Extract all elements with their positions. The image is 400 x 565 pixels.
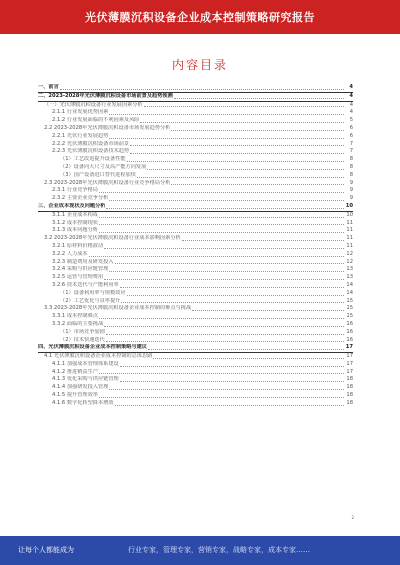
toc-entry-text: （1）设备利用率与规模效应 bbox=[60, 289, 126, 296]
toc-entry-page: 4 bbox=[349, 101, 353, 108]
toc-entry-text: 2.3.2 主要企业竞争分析 bbox=[52, 195, 109, 202]
toc-leader-dots bbox=[148, 349, 344, 350]
page-number: 2 bbox=[351, 515, 354, 520]
toc-entry-page: 13 bbox=[346, 266, 353, 273]
toc-leader-dots bbox=[109, 138, 344, 139]
toc-entry-page: 11 bbox=[346, 219, 353, 226]
toc-leader-dots bbox=[140, 122, 344, 123]
toc-entry-page: 13 bbox=[346, 274, 353, 281]
toc-entry[interactable] bbox=[38, 203, 353, 212]
toc-entry[interactable] bbox=[38, 235, 353, 243]
toc-leader-dots bbox=[120, 381, 344, 382]
toc-entry[interactable] bbox=[38, 125, 353, 133]
toc-heading: 内容目录 bbox=[171, 58, 228, 72]
footer-slogan: 让每个人都能成为 bbox=[18, 546, 74, 554]
toc-leader-dots bbox=[109, 200, 344, 201]
toc-entry[interactable] bbox=[38, 141, 353, 149]
toc-entry-text: 3.2.1 原材料价格波动 bbox=[52, 242, 104, 249]
toc-entry[interactable] bbox=[38, 93, 353, 102]
toc-entry-text: 3.3.1 成本控制难点 bbox=[52, 313, 98, 320]
toc-entry[interactable] bbox=[38, 384, 353, 392]
toc-entry-page: 18 bbox=[346, 376, 353, 383]
toc-entry-text: 2.2.3 光伏薄膜沉积设备技术趋势 bbox=[52, 148, 130, 155]
toc-entry[interactable] bbox=[38, 220, 353, 228]
toc-entry-page: 18 bbox=[346, 399, 353, 406]
toc-entry[interactable] bbox=[38, 298, 353, 306]
toc-entry[interactable] bbox=[38, 84, 353, 93]
footer-banner bbox=[0, 536, 400, 565]
toc-entry-page: 16 bbox=[346, 320, 353, 327]
toc-entry[interactable] bbox=[38, 321, 353, 329]
toc-entry[interactable] bbox=[38, 290, 353, 298]
toc-leader-dots bbox=[130, 153, 344, 154]
toc-entry-text: （1）工艺改进提升设备性能 bbox=[60, 156, 126, 163]
toc-entry[interactable] bbox=[38, 337, 353, 345]
toc-leader-dots bbox=[60, 89, 344, 90]
toc-leader-dots bbox=[106, 334, 344, 335]
toc-leader-dots bbox=[121, 302, 344, 303]
toc-entry-text: （2）技术快速迭代 bbox=[60, 336, 105, 343]
toc-entry-page: 4 bbox=[349, 84, 353, 90]
toc-entry-text: 二、2023-2028年光伏薄膜沉积设备市场前景及趋势预测 bbox=[38, 92, 173, 99]
toc-entry[interactable] bbox=[38, 227, 353, 235]
toc-entry[interactable] bbox=[38, 117, 353, 125]
toc-entry-page: 7 bbox=[349, 148, 353, 155]
toc-entry-text: 4.1.6 数字化转型降本增效 bbox=[52, 399, 114, 406]
toc-entry-text: 3.2.3 制造费用及研发投入 bbox=[52, 258, 114, 265]
toc-entry[interactable] bbox=[38, 243, 353, 251]
toc-entry-text: 4.1.3 优化采购与供应链管理 bbox=[52, 376, 119, 383]
toc-entry[interactable] bbox=[38, 313, 353, 321]
toc-entry-page: 6 bbox=[349, 124, 353, 131]
toc-entry-page: 17 bbox=[346, 353, 353, 360]
toc-leader-dots bbox=[115, 405, 344, 406]
toc-entry-text: 4.1.2 推进精益生产 bbox=[52, 368, 98, 375]
toc-entry[interactable] bbox=[38, 251, 353, 259]
toc-entry-page: 10 bbox=[345, 202, 353, 209]
toc-leader-dots bbox=[99, 318, 344, 319]
toc-entry-page: 5 bbox=[349, 117, 353, 124]
toc-leader-dots bbox=[171, 184, 344, 185]
toc-entry-text: （3）国产设备进口替代进程加快 bbox=[60, 171, 136, 178]
toc-leader-dots bbox=[99, 232, 344, 233]
toc-entry[interactable] bbox=[38, 329, 353, 337]
toc-entry-page: 15 bbox=[346, 313, 353, 320]
table-of-contents bbox=[38, 84, 353, 516]
toc-entry-page: 11 bbox=[346, 227, 353, 234]
toc-entry[interactable] bbox=[38, 282, 353, 290]
toc-leader-dots bbox=[109, 114, 344, 115]
toc-entry-page: 15 bbox=[346, 305, 353, 312]
toc-entry[interactable] bbox=[38, 133, 353, 141]
toc-entry-page: 4 bbox=[349, 92, 353, 99]
toc-entry-text: 2.1.1 行业发展优势因素 bbox=[52, 109, 109, 116]
toc-entry-text: 3.2 2023-2028年光伏薄膜沉积设备行业成本影响因素分析 bbox=[44, 235, 181, 242]
toc-entry-page: 14 bbox=[346, 289, 353, 296]
toc-entry-page: 6 bbox=[349, 132, 353, 139]
toc-entry-text: 3.2.4 采购与供应链管理 bbox=[52, 266, 109, 273]
toc-entry-text: 2.3 2023-2028年光伏薄膜沉积设备行业竞争格局分析 bbox=[44, 179, 171, 186]
toc-entry-page: 9 bbox=[349, 187, 353, 194]
toc-entry-text: 3.2.5 运营与管理费用 bbox=[52, 274, 104, 281]
toc-entry-text: （1）市场竞争加剧 bbox=[60, 328, 105, 335]
toc-entry-page: 14 bbox=[346, 281, 353, 288]
toc-entry-text: 2.3.1 行业竞争格局 bbox=[52, 187, 98, 194]
toc-entry-text: 3.2.6 技术迭代与产能利用率 bbox=[52, 281, 119, 288]
toc-entry-text: 4.1.4 加强研发投入管理 bbox=[52, 384, 109, 391]
toc-entry-page: 10 bbox=[346, 211, 353, 218]
toc-entry[interactable] bbox=[38, 259, 353, 267]
toc-entry-page: 8 bbox=[349, 156, 353, 163]
toc-leader-dots bbox=[130, 145, 344, 146]
toc-leader-dots bbox=[147, 169, 344, 170]
toc-leader-dots bbox=[120, 366, 344, 367]
toc-entry-page: 11 bbox=[346, 242, 353, 249]
toc-entry[interactable] bbox=[38, 187, 353, 195]
toc-entry[interactable] bbox=[38, 180, 353, 188]
toc-entry[interactable] bbox=[38, 369, 353, 377]
toc-leader-dots bbox=[106, 208, 344, 209]
toc-entry[interactable] bbox=[38, 400, 353, 408]
toc-leader-dots bbox=[120, 287, 344, 288]
toc-entry-text: 三、企业成本现状及问题分析 bbox=[38, 202, 106, 209]
toc-leader-dots bbox=[99, 217, 344, 218]
toc-entry-page: 16 bbox=[346, 328, 353, 335]
toc-entry-text: 4.1.1 加强成本管理体系建设 bbox=[52, 360, 119, 367]
toc-entry-page: 8 bbox=[349, 171, 353, 178]
toc-leader-dots bbox=[99, 397, 344, 398]
toc-leader-dots bbox=[104, 248, 344, 249]
toc-leader-dots bbox=[127, 161, 344, 162]
toc-entry[interactable] bbox=[38, 195, 353, 203]
toc-entry[interactable] bbox=[38, 361, 353, 369]
toc-entry[interactable] bbox=[38, 109, 353, 117]
toc-leader-dots bbox=[104, 326, 344, 327]
toc-entry-text: （2）工艺优化与良率提升 bbox=[60, 297, 121, 304]
toc-entry-page: 11 bbox=[346, 235, 353, 242]
toc-entry-page: 4 bbox=[349, 109, 353, 116]
toc-entry-page: 16 bbox=[346, 336, 353, 343]
toc-leader-dots bbox=[109, 271, 344, 272]
toc-entry[interactable] bbox=[38, 156, 353, 164]
toc-entry-text: 2.1.2 行业发展面临的不利因素及风险 bbox=[52, 117, 140, 124]
toc-entry-text: 2.2.2 光伏薄膜沉积设备市场前景 bbox=[52, 140, 130, 147]
toc-entry-text: 4.1 光伏薄膜沉积设备企业成本控制的总体思路 bbox=[44, 353, 153, 360]
toc-entry-page: 18 bbox=[346, 392, 353, 399]
toc-entry[interactable] bbox=[38, 172, 353, 180]
toc-leader-dots bbox=[104, 279, 344, 280]
toc-entry-text: （一）光伏薄膜沉积设备行业发展因素分析 bbox=[44, 101, 143, 108]
toc-entry-page: 18 bbox=[346, 384, 353, 391]
toc-leader-dots bbox=[171, 130, 344, 131]
toc-entry[interactable] bbox=[38, 164, 353, 172]
toc-leader-dots bbox=[153, 358, 344, 359]
toc-entry[interactable] bbox=[38, 392, 353, 400]
toc-entry-text: （2）设备向大尺寸及高产能方向发展 bbox=[60, 163, 147, 170]
toc-entry-page: 12 bbox=[346, 258, 353, 265]
toc-entry-text: 3.3.2 面临的主要挑战 bbox=[52, 320, 104, 327]
toc-leader-dots bbox=[192, 310, 344, 311]
report-title: 光伏薄膜沉积设备企业成本控制策略研究报告 bbox=[85, 11, 315, 24]
toc-leader-dots bbox=[144, 106, 344, 107]
toc-entry-page: 17 bbox=[346, 360, 353, 367]
toc-leader-dots bbox=[182, 240, 344, 241]
toc-entry-text: 4.1.5 提升管理效率 bbox=[52, 392, 98, 399]
toc-entry[interactable] bbox=[38, 353, 353, 361]
toc-leader-dots bbox=[115, 263, 344, 264]
toc-entry-page: 8 bbox=[349, 163, 353, 170]
toc-leader-dots bbox=[99, 192, 344, 193]
toc-entry-text: 2.2.1 光伏行业发展趋势 bbox=[52, 132, 109, 139]
toc-entry-text: 3.3 2023-2028年光伏薄膜沉积设备企业成本控制的难点与挑战 bbox=[44, 305, 192, 312]
toc-entry[interactable] bbox=[38, 376, 353, 384]
report-header bbox=[0, 0, 400, 34]
toc-entry[interactable] bbox=[38, 305, 353, 313]
toc-entry-text: 3.2.2 人力成本 bbox=[52, 250, 88, 257]
toc-entry-page: 17 bbox=[346, 368, 353, 375]
toc-entry[interactable] bbox=[38, 274, 353, 282]
toc-entry[interactable] bbox=[38, 266, 353, 274]
toc-entry-text: 3.1.2 成本控制现状 bbox=[52, 219, 98, 226]
toc-entry[interactable] bbox=[38, 344, 353, 353]
toc-entry-text: 一、前言 bbox=[38, 84, 59, 90]
toc-entry-page: 12 bbox=[346, 250, 353, 257]
toc-leader-dots bbox=[127, 295, 344, 296]
toc-entry-text: 2.2 2023-2028年光伏薄膜沉积设备市场发展趋势分析 bbox=[44, 124, 171, 131]
toc-leader-dots bbox=[106, 341, 344, 342]
toc-entry-text: 四、光伏薄膜沉积设备企业成本控制策略与建议 bbox=[38, 344, 147, 351]
toc-leader-dots bbox=[99, 373, 344, 374]
toc-entry-page: 9 bbox=[349, 195, 353, 202]
toc-entry-page: 7 bbox=[349, 140, 353, 147]
toc-entry-page: 9 bbox=[349, 179, 353, 186]
toc-leader-dots bbox=[137, 177, 344, 178]
toc-entry-page: 15 bbox=[346, 297, 353, 304]
toc-entry-text: 3.1.3 成本问题分析 bbox=[52, 227, 98, 234]
toc-leader-dots bbox=[89, 256, 344, 257]
footer-tagline: 行业专家，管理专家，营销专家，战略专家，成本专家…… bbox=[128, 546, 310, 554]
toc-entry-page: 17 bbox=[345, 344, 353, 351]
toc-entry[interactable] bbox=[38, 102, 353, 110]
toc-leader-dots bbox=[109, 389, 344, 390]
toc-entry[interactable] bbox=[38, 212, 353, 220]
toc-entry-text: 3.1.1 企业成本构成 bbox=[52, 211, 98, 218]
toc-leader-dots bbox=[99, 224, 344, 225]
toc-leader-dots bbox=[174, 98, 344, 99]
toc-entry[interactable] bbox=[38, 148, 353, 156]
